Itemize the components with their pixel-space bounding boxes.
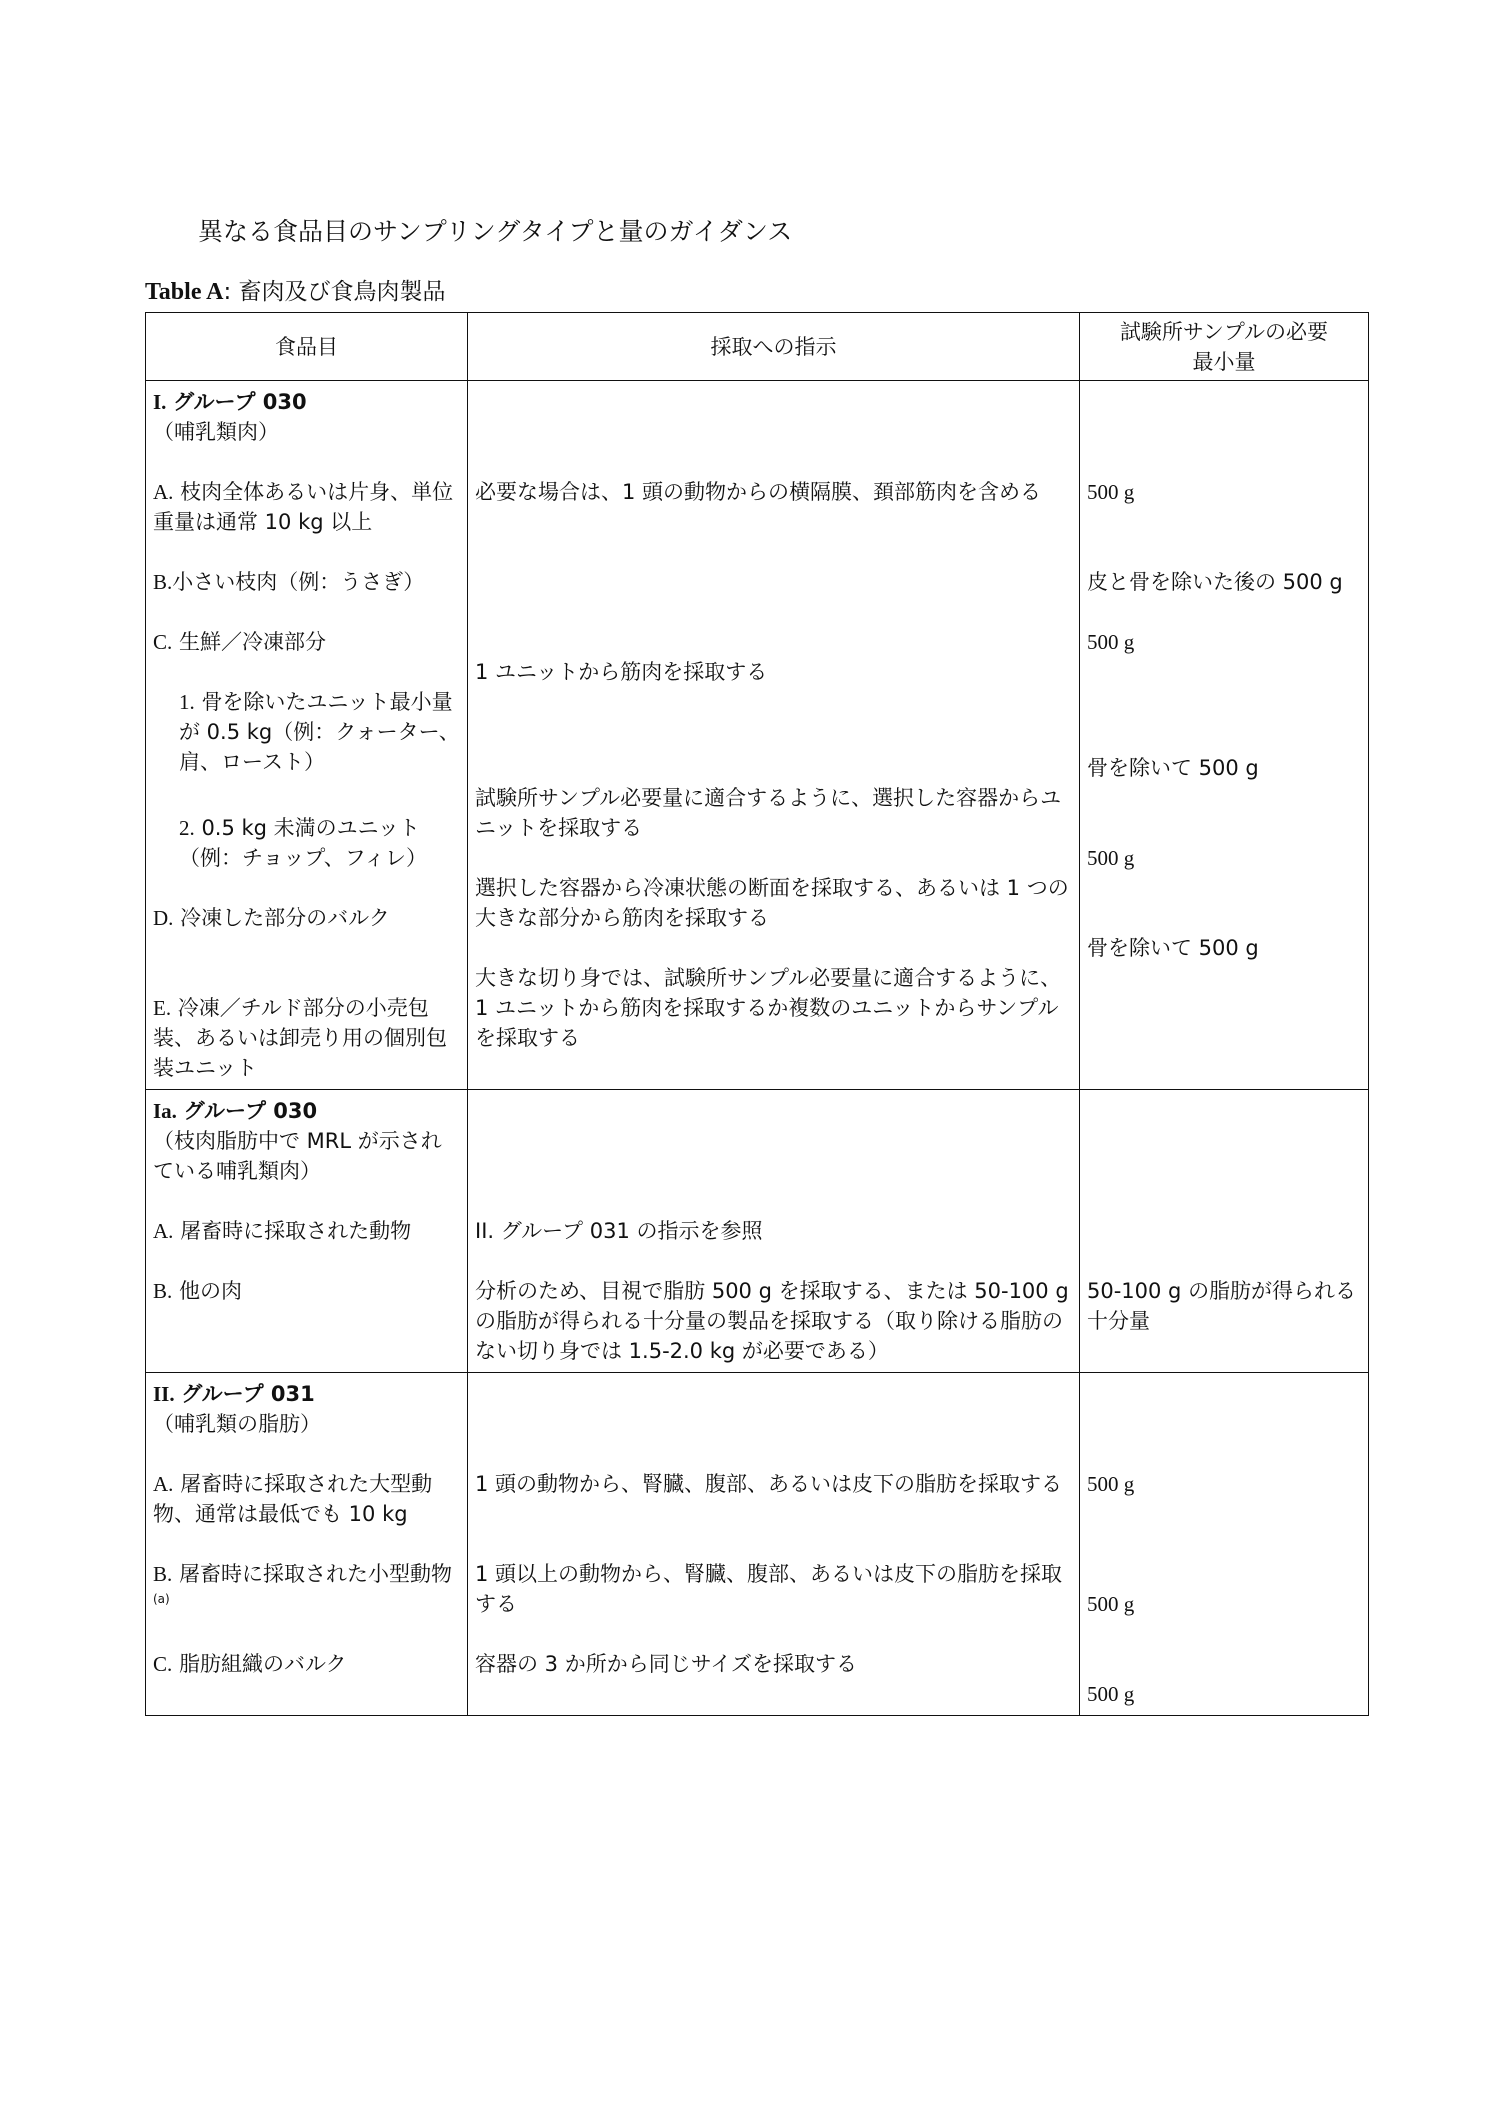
group-ii-quantities-cell [1080,1373,1369,1716]
group-subtitle: （哺乳類肉） [153,420,279,444]
table-caption-text: 畜肉及び食鳥肉製品 [238,279,446,305]
row-item: 1. 骨を除いたユニット最小量が 0.5 kg（例：クォーター、肩、ロースト） [179,690,460,774]
group-subtitle: （枝肉脂肪中で MRL が示されている哺乳類肉） [153,1129,442,1183]
row-item: A. 枝肉全体あるいは片身、単位重量は通常 10 kg 以上 [153,480,454,534]
header-quantity-line1: 試験所サンプルの必要 [1119,319,1329,344]
group-ii-items-cell [146,1373,468,1716]
group-ii-instructions-cell [468,1373,1080,1716]
sampling-table [145,312,1369,1716]
row-quantity: 500 g [1087,630,1135,654]
row-item: B.小さい枝肉（例：うさぎ） [153,570,425,594]
row-item: B. 他の肉 [153,1279,242,1303]
group-id: I. [153,390,167,414]
header-quantity-line2: 最小量 [1192,349,1256,374]
row-quantity: 500 g [1087,1592,1135,1616]
group-heading [153,387,460,417]
row-instruction: 試験所サンプル必要量に適合するように、選択した容器からユニットを採取する [475,786,1062,840]
group-ia-items-cell [146,1090,468,1373]
header-instruction: 採取への指示 [468,313,1080,381]
group-i-quantities-cell [1080,381,1369,1090]
table-header-row [146,313,1369,381]
group-name: グループ 030 [183,1099,318,1123]
group-ia-instructions-cell [468,1090,1080,1373]
row-item: A. 屠畜時に採取された動物 [153,1219,412,1243]
group-id: II. [153,1382,175,1406]
group-ia-quantities-cell [1080,1090,1369,1373]
row-quantity: 50-100 g の脂肪が得られる十分量 [1087,1279,1357,1333]
row-instruction: 分析のため、目視で脂肪 500 g を採取する、または 50-100 g の脂肪が得られる十分量の製品を採取する（取り除ける脂肪のない切り身では 1.5-2.0 kg が必要である） [475,1279,1069,1363]
group-subtitle: （哺乳類の脂肪） [153,1412,321,1436]
group-name: グループ 030 [173,390,307,414]
header-item: 食品目 [146,313,468,381]
row-instruction: 選択した容器から冷凍状態の断面を採取する、あるいは 1 つの大きな部分から筋肉を採取する [475,876,1069,930]
row-item: 2. 0.5 kg 未満のユニット（例：チョップ、フィレ） [179,816,428,870]
group-heading [153,1096,460,1126]
table-row-group-ia [146,1090,1369,1373]
row-instruction: 1 頭以上の動物から、腎臓、腹部、あるいは皮下の脂肪を採取する [475,1562,1063,1616]
table-caption-separator: : [223,279,232,305]
row-item: C. 脂肪組織のバルク [153,1652,347,1676]
row-item: E. 冷凍／チルド部分の小売包装、あるいは卸売り用の個別包装ユニット [153,996,447,1080]
row-quantity: 皮と骨を除いた後の 500 g [1087,570,1343,594]
document-title: 異なる食品目のサンプリングタイプと量のガイダンス [198,217,793,246]
group-name: グループ 031 [181,1382,315,1406]
table-caption [145,275,446,309]
table-row-group-ii [146,1373,1369,1716]
row-quantity: 500 g [1087,480,1135,504]
row-item: D. 冷凍した部分のバルク [153,906,390,930]
row-instruction: 必要な場合は、1 頭の動物からの横隔膜、頚部筋肉を含める [475,480,1042,504]
row-instruction: 1 ユニットから筋肉を採取する [475,660,768,684]
group-heading [153,1379,460,1409]
row-item: A. 屠畜時に採取された大型動物、通常は最低でも 10 kg [153,1472,433,1526]
row-quantity: 500 g [1087,1472,1135,1496]
footnote-mark: (a) [153,1592,170,1606]
table-caption-id: Table A [145,279,224,305]
group-i-items-cell [146,381,468,1090]
row-instruction: 1 頭の動物から、腎臓、腹部、あるいは皮下の脂肪を採取する [475,1472,1063,1496]
row-quantity: 500 g [1087,1682,1135,1706]
row-instruction: 大きな切り身では、試験所サンプル必要量に適合するように、1 ユニットから筋肉を採取するか複数のユニットからサンプルを採取する [475,966,1062,1050]
row-quantity: 骨を除いて 500 g [1087,756,1259,780]
table-row-group-i [146,381,1369,1090]
row-instruction: 容器の 3 か所から同じサイズを採取する [475,1652,858,1676]
header-quantity [1080,313,1369,381]
row-item: C. 生鮮／冷凍部分 [153,630,326,654]
row-instruction: II. グループ 031 の指示を参照 [475,1219,763,1243]
row-quantity: 骨を除いて 500 g [1087,936,1259,960]
group-i-instructions-cell [468,381,1080,1090]
row-quantity: 500 g [1087,846,1135,870]
row-item: B. 屠畜時に採取された小型動物$^{(a)}$ [153,1562,452,1606]
group-id: Ia. [153,1099,177,1123]
